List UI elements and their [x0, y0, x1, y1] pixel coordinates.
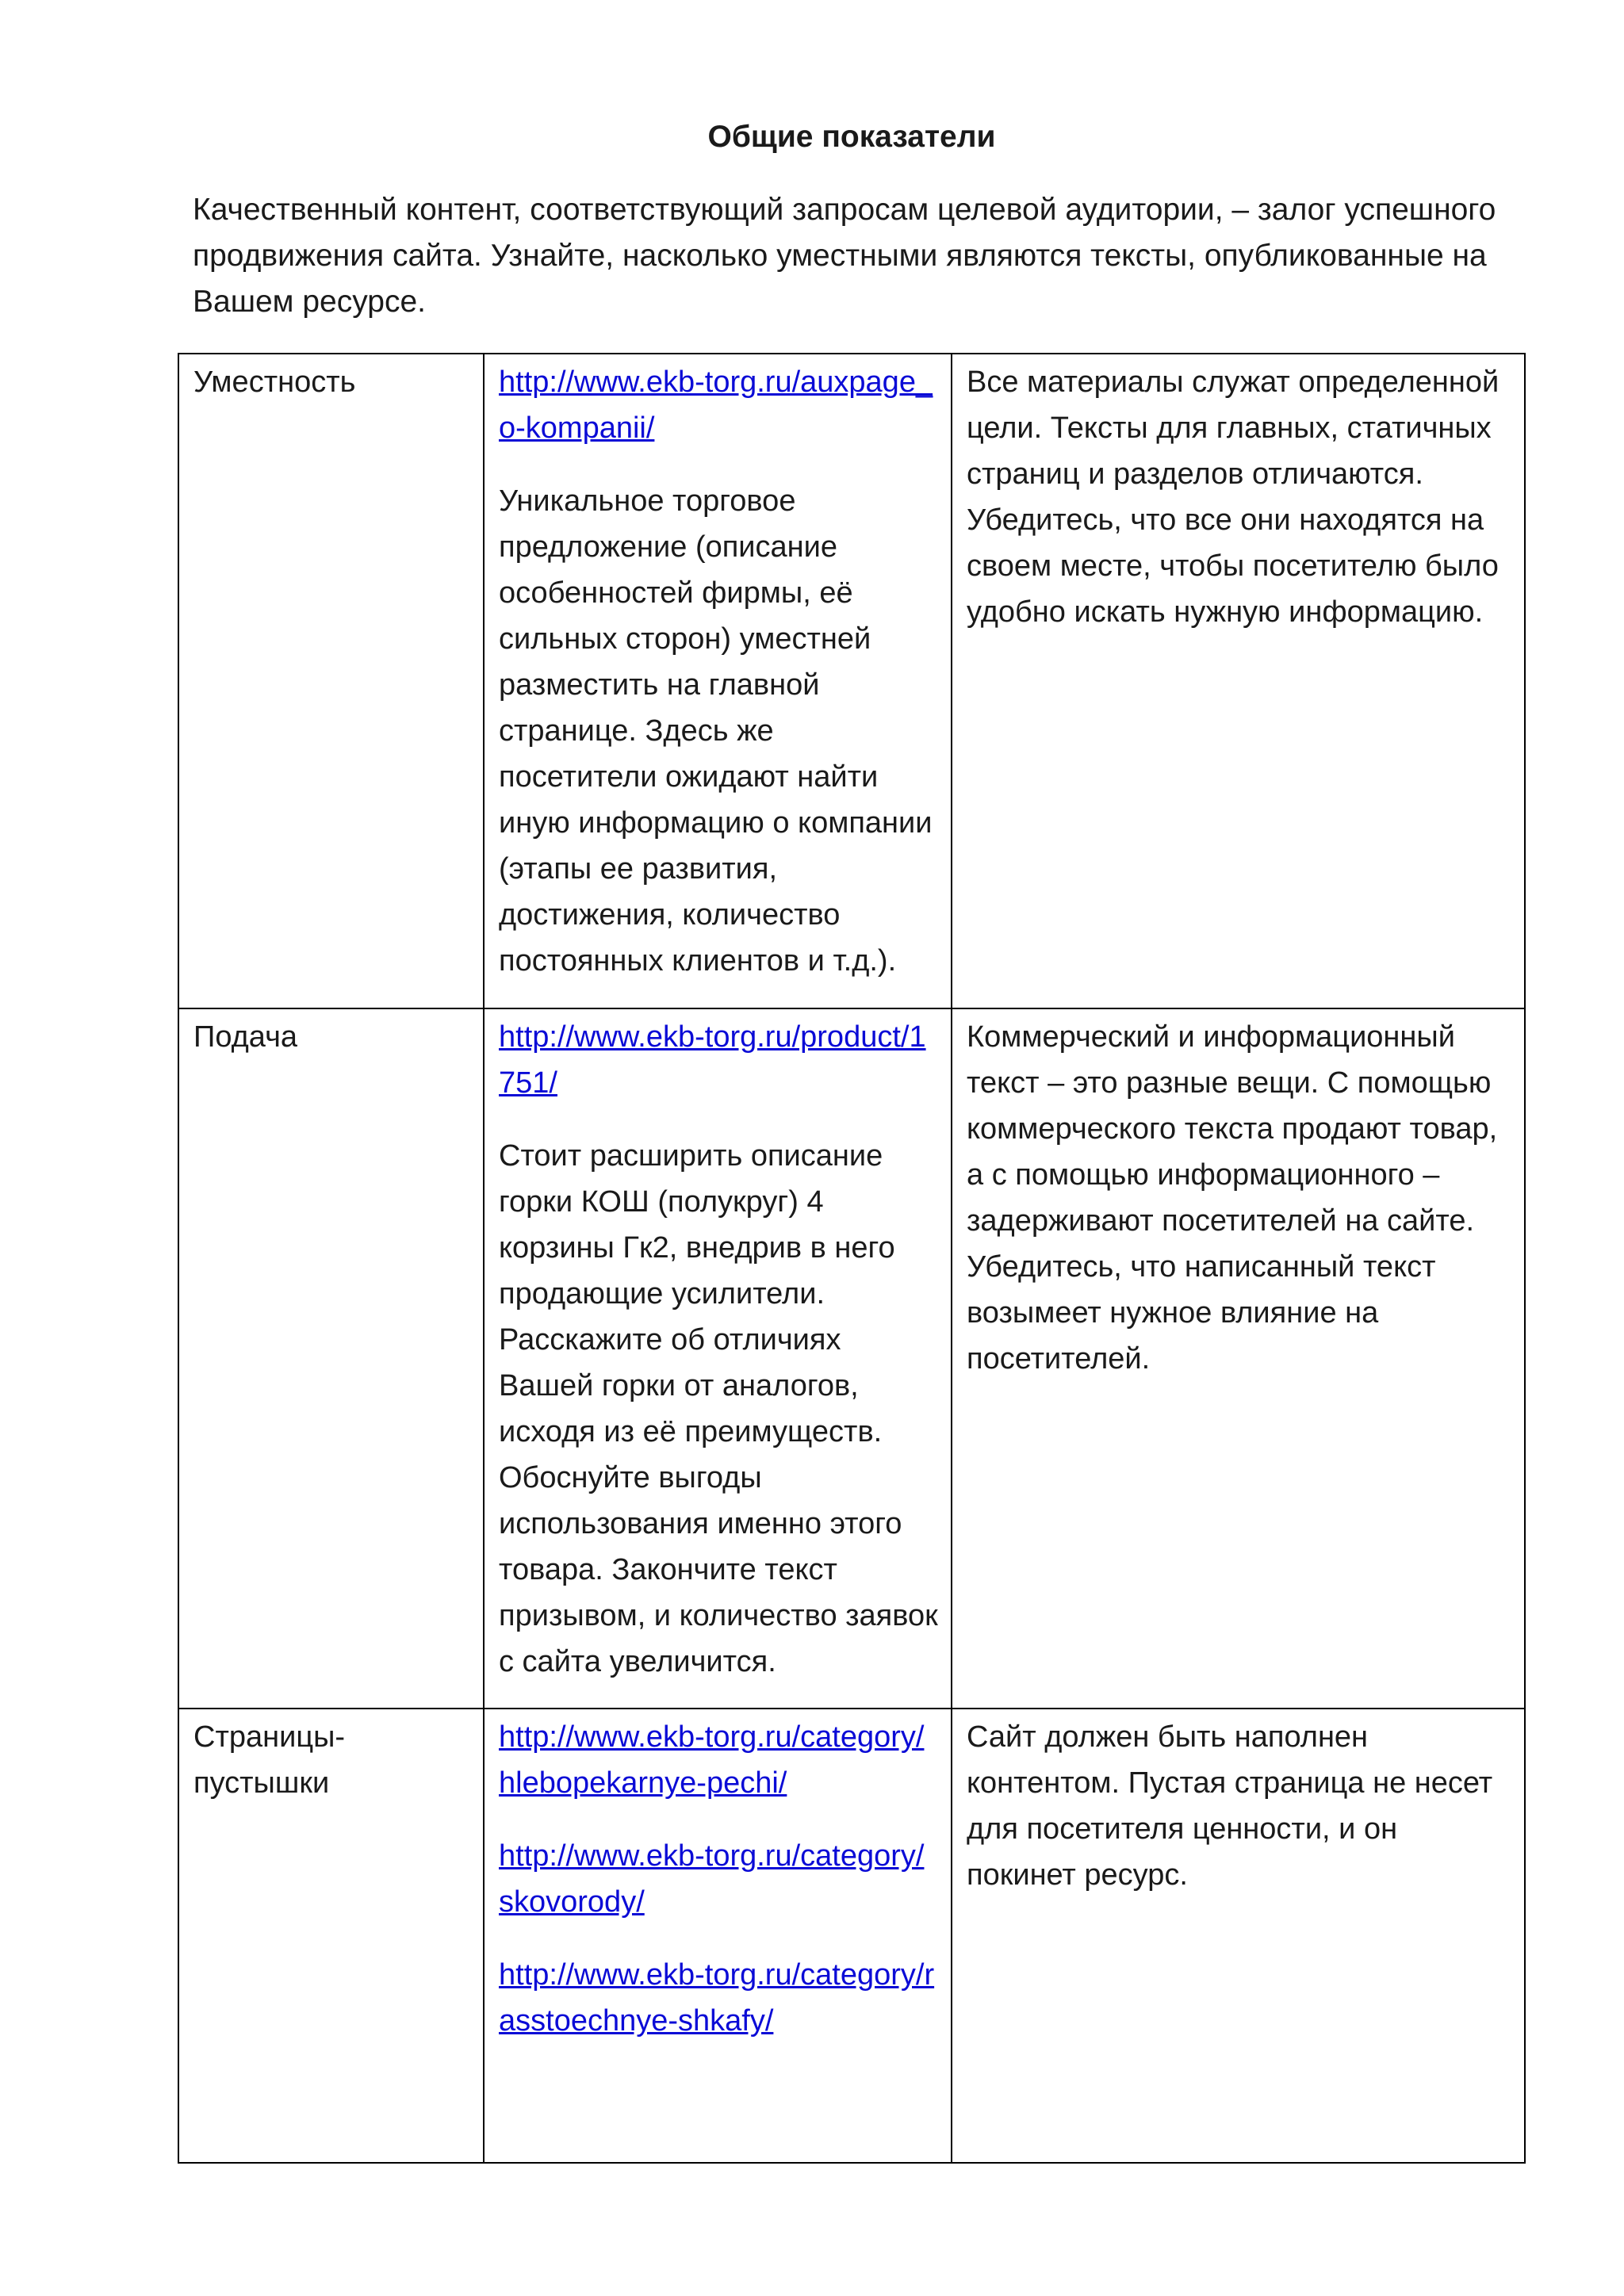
- explanation-text: Коммерческий и информационный текст – это разные вещи. С помощью коммерческого текста продают товар, а с помощью информационного – задерживают посетителей на сайте. Убедитесь, что написанный текст возымеет нужное влияние на посетителей.: [967, 1020, 1498, 1376]
- table-row: [178, 1008, 1525, 1709]
- recommendation-text: Стоит расширить описание горки КОШ (полукруг) 4 корзины Гк2, внедрив в него продающие усилители. Расскажите об отличиях Вашей горки от аналогов, исходя из её преимуществ. Обоснуйте выгоды использования именно этого товара. Закончите текст призывом, и количество заявок с сайта увеличится.: [499, 1139, 938, 1678]
- page-link[interactable]: http://www.ekb-torg.ru/category/skovorody/: [499, 1839, 925, 1919]
- links-cell: [484, 354, 952, 1008]
- criterion-cell: [178, 354, 484, 1008]
- explanation-cell: [952, 1709, 1525, 2163]
- explanation-cell: [952, 354, 1525, 1008]
- page-title: Общие показатели: [707, 120, 996, 154]
- page-link[interactable]: http://www.ekb-torg.ru/product/1751/: [499, 1020, 926, 1100]
- criterion-cell: [178, 1008, 484, 1709]
- page-link[interactable]: http://www.ekb-torg.ru/auxpage_o-kompanii/: [499, 365, 933, 445]
- explanation-cell: [952, 1008, 1525, 1709]
- content-audit-table: [178, 353, 1526, 2164]
- intro-paragraph: Качественный контент, соответствующий запросам целевой аудитории, – залог успешного продвижения сайта. Узнайте, насколько уместными являются тексты, опубликованные на Вашем ресурсе.: [193, 193, 1496, 319]
- explanation-text: Все материалы служат определенной цели. Тексты для главных, статичных страниц и разделов отличаются. Убедитесь, что все они находятся на своем месте, чтобы посетителю было удобно искать нужную информацию.: [967, 365, 1500, 629]
- table-row: [178, 354, 1525, 1008]
- page-link[interactable]: http://www.ekb-torg.ru/category/hlebopekarnye-pechi/: [499, 1720, 925, 1800]
- page-link[interactable]: http://www.ekb-torg.ru/category/rasstoechnye-shkafy/: [499, 1958, 935, 2038]
- criterion-cell: [178, 1709, 484, 2163]
- criterion-label: Страницы-пустышки: [193, 1720, 346, 1800]
- criterion-label: Уместность: [193, 365, 356, 399]
- links-cell: [484, 1008, 952, 1709]
- explanation-text: Сайт должен быть наполнен контентом. Пустая страница не несет для посетителя ценности, и он покинет ресурс.: [967, 1720, 1493, 1892]
- criterion-label: Подача: [193, 1020, 298, 1054]
- table-row: [178, 1709, 1525, 2163]
- recommendation-text: Уникальное торговое предложение (описание особенностей фирмы, её сильных сторон) уместней разместить на главной странице. Здесь же посетители ожидают найти иную информацию о компании (этапы ее развития, достижения, количество постоянных клиентов и т.д.).: [499, 484, 933, 978]
- links-cell: [484, 1709, 952, 2163]
